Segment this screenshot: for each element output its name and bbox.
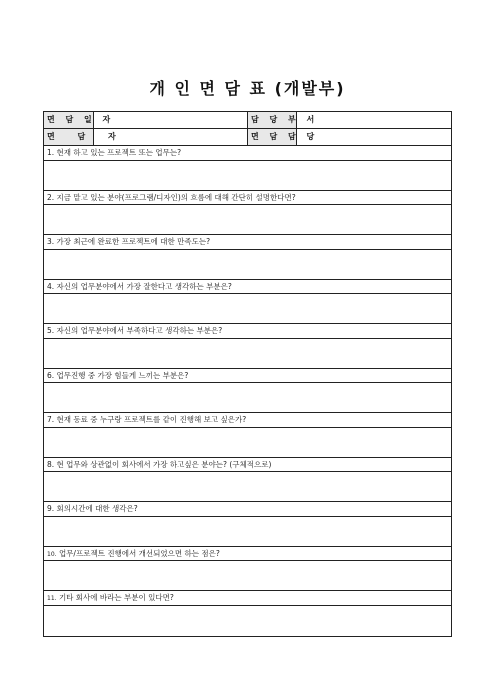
interviewee-field[interactable]	[94, 129, 248, 145]
answer-area[interactable]	[44, 472, 451, 502]
question-number: 11.	[47, 595, 57, 602]
header-row-1	[44, 112, 451, 129]
question-text: 가장 최근에 완료한 프로젝트에 대한 만족도는?	[56, 237, 211, 246]
question-number: 7.	[47, 415, 55, 424]
question-row	[44, 502, 451, 517]
question-number: 9.	[47, 504, 55, 513]
question-text: 자신의 업무분야에서 가장 잘한다고 생각하는 부분은?	[56, 281, 232, 291]
question-row	[44, 146, 451, 161]
answer-area[interactable]	[44, 517, 451, 547]
question-row	[44, 280, 451, 295]
answer-area[interactable]	[44, 606, 451, 636]
question-number: 3.	[47, 237, 55, 246]
answer-area[interactable]	[44, 294, 451, 324]
question-text: 현재 하고 있는 프로젝트 또는 업무는?	[56, 148, 182, 157]
question-row	[44, 591, 451, 606]
question-row	[44, 235, 451, 250]
question-row	[44, 369, 451, 384]
department-label: 담 당 부 서	[248, 112, 297, 128]
document-title: 개 인 면 담 표 (개발부)	[149, 79, 346, 98]
interview-form	[43, 111, 452, 637]
question-number: 8.	[47, 459, 55, 469]
question-number: 2.	[47, 192, 55, 202]
question-text: 지금 맡고 있는 분야(프로그램/디자인)의 흐름에 대해 간단히 설명한다면?	[56, 192, 296, 202]
question-number: 6.	[47, 370, 55, 380]
question-text: 업무/프로젝트 진행에서 개선되었으면 하는 점은?	[58, 548, 220, 558]
question-text: 업무진행 중 가장 힘들게 느끼는 부분은?	[56, 370, 189, 380]
question-row	[44, 191, 451, 206]
answer-area[interactable]	[44, 205, 451, 235]
question-row	[44, 458, 451, 473]
question-text: 회의시간에 대한 생각은?	[56, 504, 138, 513]
question-text: 자신의 업무분야에서 부족하다고 생각하는 부분은?	[56, 326, 223, 335]
question-number: 4.	[47, 281, 55, 291]
header-row-2	[44, 129, 451, 146]
answer-area[interactable]	[44, 383, 451, 413]
answer-area[interactable]	[44, 339, 451, 369]
question-row	[44, 413, 451, 428]
question-text: 현재 동료 중 누구랑 프로젝트를 같이 진행해 보고 싶은가?	[56, 415, 247, 424]
answer-area[interactable]	[44, 161, 451, 191]
answer-area[interactable]	[44, 428, 451, 458]
question-number: 1.	[47, 148, 55, 157]
question-number: 10.	[47, 550, 57, 558]
question-row	[44, 324, 451, 339]
interview-date-label: 면 담 일 자	[44, 112, 94, 128]
question-text: 현 업무와 상관없이 회사에서 가장 하고싶은 분야는? (구체적으로)	[56, 459, 272, 469]
question-number: 5.	[47, 326, 55, 335]
question-row	[44, 547, 451, 562]
interviewer-label: 면 담 담 당	[248, 129, 297, 145]
department-field[interactable]	[297, 112, 451, 128]
interviewer-field[interactable]	[297, 129, 451, 145]
interview-date-field[interactable]	[94, 112, 248, 128]
answer-area[interactable]	[44, 250, 451, 280]
answer-area[interactable]	[44, 561, 451, 591]
interviewee-label: 면 담 자	[44, 129, 94, 145]
question-text: 기타 회사에 바라는 부분이 있다면?	[58, 593, 174, 602]
